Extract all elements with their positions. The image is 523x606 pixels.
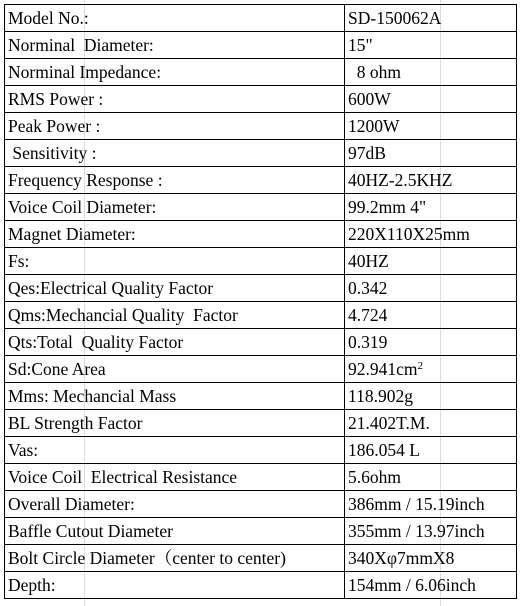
spec-value-text: 340Xφ7mmX8	[348, 548, 455, 568]
spec-value-cell[interactable]	[345, 140, 517, 167]
spec-label-cell[interactable]: Magnet Diameter:	[5, 221, 345, 248]
spec-label-cell[interactable]: Baffle Cutout Diameter	[5, 518, 345, 545]
spec-label-cell[interactable]: Sensitivity :	[5, 140, 345, 167]
spec-row	[5, 167, 517, 194]
spec-row	[5, 302, 517, 329]
spec-value-superscript: 2	[417, 360, 424, 372]
spec-value-cell[interactable]	[345, 113, 517, 140]
spec-value-cell[interactable]	[345, 545, 517, 572]
spec-value-cell[interactable]	[345, 275, 517, 302]
spec-row	[5, 113, 517, 140]
spec-value-text: 8 ohm	[348, 62, 401, 82]
speaker-spec-table	[4, 4, 517, 599]
spec-value-cell[interactable]	[345, 410, 517, 437]
spec-label-cell[interactable]: Mms: Mechancial Mass	[5, 383, 345, 410]
spec-row	[5, 5, 517, 32]
spec-label-cell[interactable]: Fs:	[5, 248, 345, 275]
spec-row	[5, 437, 517, 464]
spec-row	[5, 356, 517, 383]
spec-row	[5, 194, 517, 221]
spec-label-cell[interactable]: Model No.:	[5, 5, 345, 32]
spec-value-text: 15"	[348, 35, 373, 55]
spec-label-cell[interactable]: Frequency Response :	[5, 167, 345, 194]
spec-label-cell[interactable]: Bolt Circle Diameter（center to center)	[5, 545, 345, 572]
spec-row	[5, 140, 517, 167]
spec-label-cell[interactable]: Voice Coil Diameter:	[5, 194, 345, 221]
spec-value-text: 154mm / 6.06inch	[348, 575, 476, 595]
spec-value-text: 386mm / 15.19inch	[348, 494, 485, 514]
spec-value-text: 220X110X25mm	[348, 224, 470, 244]
spec-value-text: 40HZ	[348, 251, 389, 271]
spec-value-cell[interactable]	[345, 437, 517, 464]
spec-label-cell[interactable]: Overall Diameter:	[5, 491, 345, 518]
spec-table-body	[5, 5, 517, 599]
spec-value-text: 92.941cm	[348, 359, 418, 379]
spec-label-cell[interactable]: Qes:Electrical Quality Factor	[5, 275, 345, 302]
spec-value-cell[interactable]	[345, 383, 517, 410]
spec-value-text: 600W	[348, 89, 391, 109]
spec-row	[5, 491, 517, 518]
spec-row	[5, 545, 517, 572]
spec-row	[5, 410, 517, 437]
spec-label-cell[interactable]: Vas:	[5, 437, 345, 464]
spec-value-cell[interactable]	[345, 302, 517, 329]
spec-row	[5, 248, 517, 275]
spec-value-text: 0.342	[348, 278, 388, 298]
spec-label-cell[interactable]: RMS Power :	[5, 86, 345, 113]
spec-value-cell[interactable]	[345, 5, 517, 32]
spec-label-cell[interactable]: Voice Coil Electrical Resistance	[5, 464, 345, 491]
spec-value-cell[interactable]	[345, 194, 517, 221]
spec-value-text: 186.054 L	[348, 440, 420, 460]
spec-value-text: 0.319	[348, 332, 388, 352]
spec-row	[5, 329, 517, 356]
spec-row	[5, 32, 517, 59]
spec-value-cell[interactable]	[345, 248, 517, 275]
spec-label-cell[interactable]: Qts:Total Quality Factor	[5, 329, 345, 356]
spec-row	[5, 221, 517, 248]
spec-label-cell[interactable]: BL Strength Factor	[5, 410, 345, 437]
spec-value-text: SD-150062A	[348, 8, 442, 28]
spec-label-cell[interactable]: Qms:Mechancial Quality Factor	[5, 302, 345, 329]
spec-value-text: 4.724	[348, 305, 388, 325]
spec-value-cell[interactable]	[345, 491, 517, 518]
spec-row	[5, 518, 517, 545]
spec-value-text: 5.6ohm	[348, 467, 401, 487]
spec-value-text: 118.902g	[348, 386, 413, 406]
spec-row	[5, 86, 517, 113]
spec-value-cell[interactable]	[345, 59, 517, 86]
spec-row	[5, 383, 517, 410]
spec-value-cell[interactable]	[345, 464, 517, 491]
spec-value-cell[interactable]	[345, 167, 517, 194]
spec-value-text: 355mm / 13.97inch	[348, 521, 485, 541]
spec-value-text: 99.2mm 4"	[348, 197, 427, 217]
spec-value-text: 97dB	[348, 143, 386, 163]
spec-value-cell[interactable]	[345, 221, 517, 248]
spec-row	[5, 59, 517, 86]
spec-row	[5, 464, 517, 491]
spec-value-cell[interactable]	[345, 356, 517, 383]
spec-value-cell[interactable]	[345, 518, 517, 545]
spec-value-cell[interactable]	[345, 329, 517, 356]
spec-label-cell[interactable]: Sd:Cone Area	[5, 356, 345, 383]
spec-value-cell[interactable]	[345, 572, 517, 599]
spec-value-text: 21.402T.M.	[348, 413, 430, 433]
spec-value-text: 1200W	[348, 116, 400, 136]
spec-value-cell[interactable]	[345, 32, 517, 59]
spec-label-cell[interactable]: Norminal Diameter:	[5, 32, 345, 59]
spec-row	[5, 572, 517, 599]
spec-value-cell[interactable]	[345, 86, 517, 113]
spec-label-cell[interactable]: Norminal Impedance:	[5, 59, 345, 86]
spec-value-text: 40HZ-2.5KHZ	[348, 170, 453, 190]
spec-label-cell[interactable]: Depth:	[5, 572, 345, 599]
spec-row	[5, 275, 517, 302]
spec-label-cell[interactable]: Peak Power :	[5, 113, 345, 140]
